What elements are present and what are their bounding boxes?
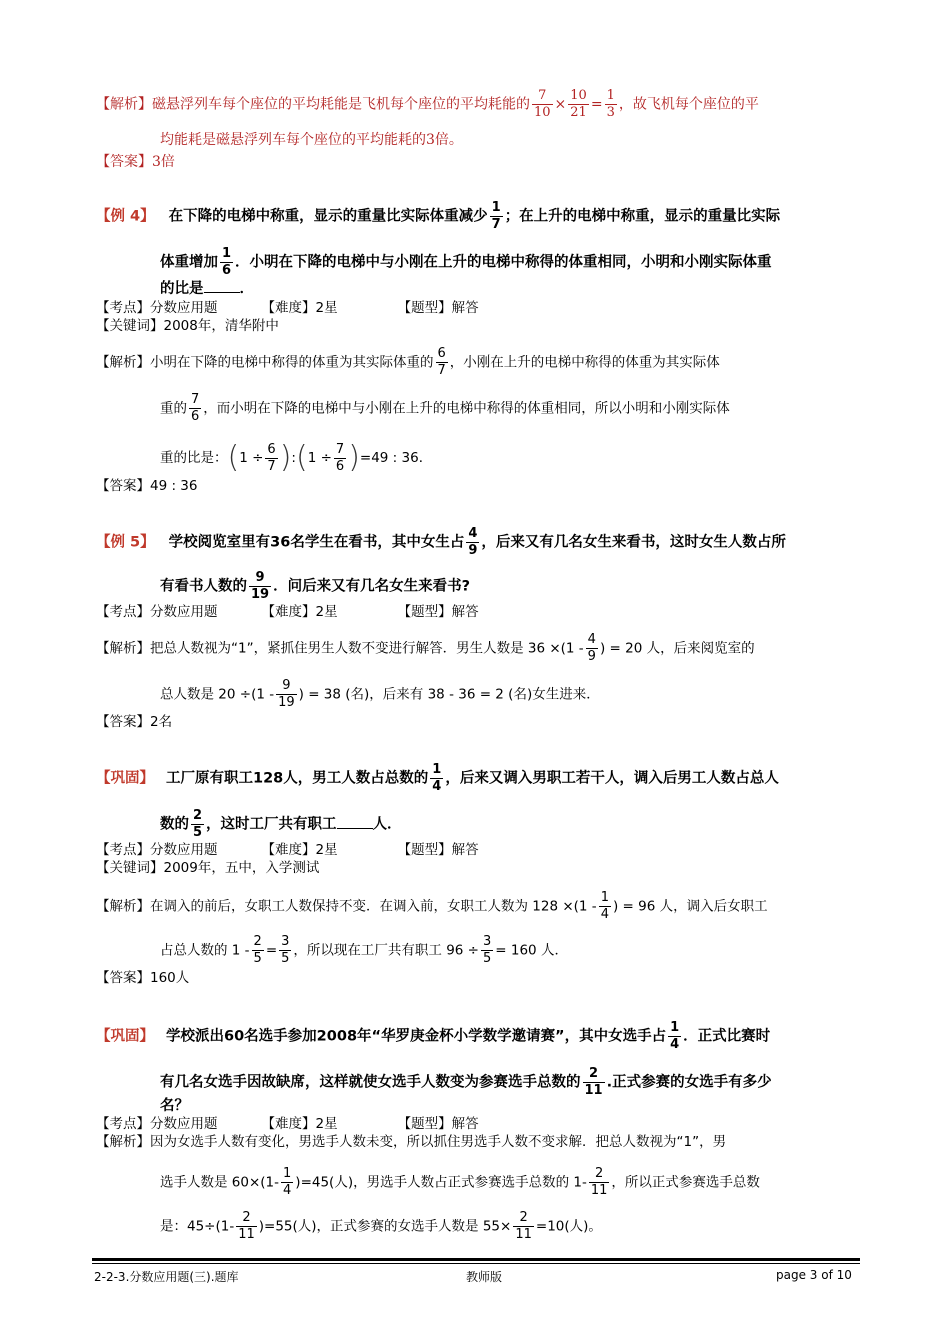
consolidation-label: 【巩固】: [96, 770, 154, 787]
fraction: $\frac{2}{11}$: [584, 1066, 603, 1098]
consolidation-1-line-1: 【巩固】 工厂原有职工128人，男工人数占总数的 $\frac{1}{4}$ ，后来又调入男职工若干人，调入后男工人数占总人: [96, 762, 779, 794]
example-4-answer: 【答案】49 : 36: [96, 478, 198, 494]
fraction: $\frac{1}{7}$: [491, 200, 501, 232]
fraction: $\frac{1}{4}$: [283, 1166, 292, 1198]
footer-rule-thin: [92, 1263, 860, 1264]
consolidation-2-solution-line-2: 选手人数是 60×(1- $\frac{1}{4}$ )=45(人)，男选手人数占正式参赛选手总数的 1- $\frac{2}{11}$ ，所以正式参赛选手总数: [160, 1166, 760, 1198]
consolidation-1-answer: 【答案】160人: [96, 970, 190, 986]
example-5-solution-line-2: 总人数是 20 ÷(1 - $\frac{9}{19}$ ) = 38 (名)，后来有 38 - 36 = 2 (名)女生进来．: [160, 678, 600, 710]
fraction: $\frac{6}{7}$: [437, 346, 446, 378]
fraction: $\frac{2}{5}$: [253, 934, 262, 966]
consolidation-1-meta: 【考点】分数应用题 【难度】2星 【题型】解答: [96, 842, 479, 858]
consolidation-2-meta: 【考点】分数应用题 【难度】2星 【题型】解答: [96, 1116, 479, 1132]
example-4-meta: 【考点】分数应用题 【难度】2星 【题型】解答: [96, 300, 479, 316]
example-5-solution-line-1: 【解析】把总人数视为“1”，紧抓住男生人数不变进行解答．男生人数是 36 ×(1 - $\frac{4}{9}$ ) = 20 人，后来阅览室的: [96, 632, 755, 664]
consolidation-1-line-2: 数的 $\frac{2}{5}$ ，这时工厂共有职工 人．: [160, 808, 402, 840]
fraction: $\frac{9}{19}$: [278, 678, 295, 710]
top-answer: 【答案】3倍: [96, 154, 175, 170]
answer-blank: [204, 278, 240, 293]
solution-text: 【解析】磁悬浮列车每个座位的平均耗能是飞机每个座位的平均耗能的: [96, 96, 530, 113]
fraction: $\frac{4}{9}$: [468, 526, 478, 558]
fraction: $\frac{3}{5}$: [281, 934, 290, 966]
fraction: $\frac{2}{11}$: [590, 1166, 608, 1198]
consolidation-1-keywords: 【关键词】2009年，五中，入学测试: [96, 860, 320, 876]
example-4-solution-line-1: 【解析】小明在下降的电梯中称得的体重为其实际体重的 $\frac{6}{7}$ ，小刚在上升的电梯中称得的体重为其实际体: [96, 346, 720, 378]
fraction: $\frac{1}{4}$: [670, 1020, 680, 1052]
fraction: $\frac{2}{11}$: [238, 1210, 255, 1242]
fraction: $\frac{2}{11}$: [515, 1210, 532, 1242]
fraction: $\frac{1}{4}$: [432, 762, 442, 794]
footer-rule-thick: [92, 1258, 860, 1261]
consolidation-label: 【巩固】: [96, 1028, 154, 1045]
consolidation-2-line-2: 有几名女选手因故缺席，这样就使女选手人数变为参赛选手总数的 $\frac{2}{11}$ .正式参赛的女选手有多少: [160, 1066, 772, 1098]
fraction: $\frac{2}{5}$: [193, 808, 203, 840]
fraction: $\frac{4}{9}$: [587, 632, 596, 664]
consolidation-1-solution-line-2: 占总人数的 1 - $\frac{2}{5}$ = $\frac{3}{5}$ ，所以现在工厂共有职工 96 ÷ $\frac{3}{5}$ = 160 人．: [160, 934, 568, 966]
consolidation-2-line-3: 名？: [160, 1098, 189, 1114]
fraction: $\frac{1}{3}$: [606, 88, 615, 120]
example-4-solution-line-3: 重的比是：(1 ÷ $\frac{6}{7}$ ):(1 ÷ $\frac{7}{6}$ )=49 : 36．: [160, 440, 433, 475]
example-label: 【例 4】: [96, 208, 155, 225]
fraction: $\frac{7}{6}$: [335, 441, 345, 474]
example-4-line-3: 的比是 ．: [160, 278, 254, 299]
top-solution-line-1: 【解析】磁悬浮列车每个座位的平均耗能是飞机每个座位的平均耗能的 $\frac{7}{10}$ × $\frac{10}{21}$ = $\frac{1}{3}$ ，故飞机每个座位的平: [96, 88, 759, 120]
consolidation-2-solution-line-1: 【解析】因为女选手人数有变化，男选手人数未变，所以抓住男选手人数不变求解．把总人数视为“1”，男: [96, 1134, 727, 1150]
answer-blank: [337, 814, 373, 829]
top-solution-line-2: 均能耗是磁悬浮列车每个座位的平均能耗的3倍。: [160, 132, 463, 148]
consolidation-2-line-1: 【巩固】 学校派出60名选手参加2008年“华罗庚金杯小学数学邀请赛”，其中女选手占 $\frac{1}{4}$ ．正式比赛时: [96, 1020, 771, 1052]
fraction: $\frac{7}{10}$: [534, 88, 551, 120]
example-4-line-2: 体重增加 $\frac{1}{6}$ ．小明在下降的电梯中与小刚在上升的电梯中称得的体重相同，小明和小刚实际体重: [160, 246, 772, 278]
fraction: $\frac{7}{6}$: [191, 392, 200, 424]
example-label: 【例 5】: [96, 534, 155, 551]
footer-page-number: page 3 of 10: [776, 1268, 852, 1282]
footer-edition: 教师版: [466, 1270, 503, 1284]
example-4-line-1: 【例 4】 在下降的电梯中称重，显示的重量比实际体重减少 $\frac{1}{7}$ ；在上升的电梯中称重，显示的重量比实际: [96, 200, 781, 232]
fraction: $\frac{6}{7}$: [267, 441, 276, 474]
consolidation-2-solution-line-3: 是：45÷(1- $\frac{2}{11}$ )=55(人)，正式参赛的女选手人数是 55× $\frac{2}{11}$ =10(人)。: [160, 1210, 602, 1242]
fraction: $\frac{1}{6}$: [222, 246, 232, 278]
example-5-line-2: 有看书人数的 $\frac{9}{19}$ ．问后来又有几名女生来看书?: [160, 570, 471, 602]
footer-title: 2-2-3.分数应用题(三).题库: [94, 1270, 239, 1284]
example-5-line-1: 【例 5】 学校阅览室里有36名学生在看书，其中女生占 $\frac{4}{9}$ ，后来又有几名女生来看书，这时女生人数占所: [96, 526, 786, 558]
consolidation-1-solution-line-1: 【解析】在调入的前后，女职工人数保持不变．在调入前，女职工人数为 128 ×(1 - $\frac{1}{4}$ ) = 96 人，调入后女职工: [96, 890, 768, 922]
fraction: $\frac{9}{19}$: [251, 570, 270, 602]
fraction: $\frac{1}{4}$: [600, 890, 609, 922]
fraction: $\frac{10}{21}$: [570, 88, 587, 120]
example-5-meta: 【考点】分数应用题 【难度】2星 【题型】解答: [96, 604, 479, 620]
example-4-solution-line-2: 重的 $\frac{7}{6}$ ，而小明在下降的电梯中与小刚在上升的电梯中称得的体重相同，所以小明和小刚实际体: [160, 392, 730, 424]
example-5-answer: 【答案】2名: [96, 714, 173, 730]
example-4-keywords: 【关键词】2008年，清华附中: [96, 318, 279, 334]
fraction: $\frac{3}{5}$: [483, 934, 492, 966]
